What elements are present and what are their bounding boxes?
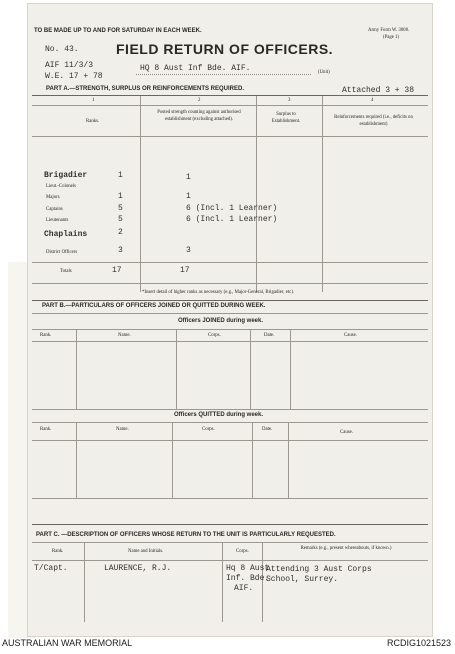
row-rank-lieutenants: Lieutenants bbox=[46, 218, 69, 223]
quitted-divider-3 bbox=[252, 422, 253, 498]
part-b-heading: PART B.—PARTICULARS OF OFFICERS JOINED OR QUITTED DURING WEEK. bbox=[42, 303, 266, 309]
partc-row-remarks-2: School, Surrey. bbox=[266, 575, 339, 584]
row-lieutenants-col1: 5 bbox=[118, 215, 123, 224]
footer-left: AUSTRALIAN WAR MEMORIAL bbox=[2, 638, 133, 648]
row-brigadier-col1: 1 bbox=[118, 171, 123, 180]
col-header-surplus: Surplus to Establishment. bbox=[271, 112, 301, 124]
part-c-heading: PART C. —DESCRIPTION OF OFFICERS WHOSE RETURN TO THE UNIT IS PARTICULARLY REQUESTED. bbox=[36, 532, 336, 538]
field-return-form bbox=[28, 4, 432, 636]
col-number-4: 4 bbox=[371, 98, 374, 103]
part-c-top-rule bbox=[32, 524, 428, 525]
row-rank-chaplains: Chaplains bbox=[44, 230, 88, 239]
partc-row-corps-2: Inf. Bde. bbox=[226, 574, 270, 583]
quitted-col-date: Date. bbox=[262, 427, 273, 432]
joined-col-corps: Corps. bbox=[208, 333, 221, 338]
row-rank-district: District Officers bbox=[46, 250, 78, 255]
partc-col-rank: Rank. bbox=[52, 549, 64, 554]
joined-title: Officers JOINED during week. bbox=[178, 318, 264, 324]
partc-row-corps-3: AIF. bbox=[234, 584, 254, 593]
partc-col-corps: Corps. bbox=[236, 549, 249, 554]
page-label: (Page 1) bbox=[383, 35, 400, 40]
col-header-ranks: Ranks. bbox=[86, 119, 100, 124]
row-chaplains-col1: 2 bbox=[118, 228, 123, 237]
part-b-rule bbox=[32, 313, 428, 314]
joined-divider-1 bbox=[76, 329, 77, 409]
quitted-col-name: Name. bbox=[116, 427, 129, 432]
col-number-2: 2 bbox=[198, 98, 201, 103]
joined-title-rule bbox=[32, 329, 428, 330]
quitted-divider-4 bbox=[288, 422, 289, 498]
quitted-divider-1 bbox=[76, 422, 77, 498]
joined-bottom-rule bbox=[32, 409, 428, 410]
part-a-rule bbox=[32, 95, 428, 96]
joined-col-cause: Cause. bbox=[344, 333, 357, 338]
joined-col-name: Name. bbox=[118, 333, 131, 338]
col-number-1: 1 bbox=[92, 98, 95, 103]
unit-value: HQ 8 Aust Inf Bde. AIF. bbox=[140, 64, 251, 73]
joined-divider-3 bbox=[250, 329, 251, 409]
totals-col1: 17 bbox=[112, 266, 122, 275]
part-b-top-rule bbox=[32, 300, 428, 301]
army-form-label: Army Form W. 3008. bbox=[368, 28, 410, 33]
quitted-divider-2 bbox=[172, 422, 173, 498]
row-district-col1: 3 bbox=[118, 246, 123, 255]
quitted-title-rule bbox=[32, 422, 428, 423]
part-c-rule bbox=[32, 542, 428, 543]
quitted-title: Officers QUITTED during week. bbox=[174, 412, 264, 418]
form-number: No. 43. bbox=[45, 45, 79, 54]
partc-row-name: LAURENCE, R.J. bbox=[104, 564, 172, 573]
totals-bottom-rule bbox=[32, 283, 428, 284]
quitted-bottom-rule bbox=[32, 498, 428, 499]
partc-row-remarks-1: Attending 3 Aust Corps bbox=[266, 565, 372, 574]
row-rank-majors: Majors bbox=[46, 195, 60, 200]
totals-label: Totals bbox=[60, 269, 72, 274]
unit-underline bbox=[136, 74, 311, 75]
row-majors-col1: 1 bbox=[118, 192, 123, 201]
page-title: FIELD RETURN OF OFFICERS. bbox=[116, 41, 334, 57]
unit-label: (Unit) bbox=[318, 70, 330, 75]
quitted-col-rank: Rank. bbox=[40, 427, 52, 432]
col-header-reinforcements: Reinforcements required (i.e., deficits on establishment) bbox=[334, 115, 413, 127]
row-lieutenants-col2: 6 (Incl. 1 Learner) bbox=[186, 215, 278, 224]
quitted-col-corps: Corps. bbox=[202, 427, 215, 432]
part-a-heading: PART A.—STRENGTH, SURPLUS OR REINFORCEMENTS REQUIRED. bbox=[46, 86, 245, 92]
footer-right: RCDIG1021523 bbox=[386, 638, 451, 648]
partc-col-remarks: Remarks (e.g., present whereabouts, if known.) bbox=[300, 546, 392, 551]
part-a-footnote: *Insert detail of higher ranks as necessary (e.g., Major-General, Brigadier, etc). bbox=[142, 290, 295, 295]
joined-divider-2 bbox=[176, 329, 177, 409]
col-header-posted: Posted strength counting against authorised establishment (excluding attached). bbox=[157, 110, 241, 122]
totals-rule bbox=[32, 262, 428, 263]
row-majors-col2: 1 bbox=[186, 192, 191, 201]
partc-row-corps-1: Hq 8 Aust bbox=[226, 564, 270, 573]
row-rank-brigadier: Brigadier bbox=[44, 171, 88, 180]
reference-2: W.E. 17 + 78 bbox=[45, 72, 103, 81]
row-captains-col1: 5 bbox=[118, 204, 123, 213]
partc-col-name: Name and Initials. bbox=[128, 549, 164, 554]
row-district-col2: 3 bbox=[186, 246, 191, 255]
row-rank-ltcol: Lieut.-Colonels bbox=[46, 184, 76, 189]
partc-divider-1 bbox=[84, 542, 85, 622]
quitted-col-rule bbox=[32, 440, 428, 441]
joined-col-date: Date. bbox=[264, 333, 275, 338]
instruction-text: TO BE MADE UP TO AND FOR SATURDAY IN EACH WEEK. bbox=[34, 28, 202, 34]
attached-note: Attached 3 + 38 bbox=[342, 86, 415, 95]
row-brigadier-col2: 1 bbox=[186, 173, 191, 182]
joined-col-rank: Rank. bbox=[40, 333, 52, 338]
quitted-col-cause: Cause. bbox=[340, 430, 353, 435]
col-number-3: 3 bbox=[288, 98, 291, 103]
col-number-rule bbox=[32, 105, 428, 106]
partc-row-rank: T/Capt. bbox=[34, 564, 68, 573]
col-header-rule bbox=[32, 136, 428, 137]
row-rank-captains: Captains bbox=[46, 207, 63, 212]
row-captains-col2: 6 (Incl. 1 Learner) bbox=[186, 204, 278, 213]
partc-col-rule bbox=[32, 560, 428, 561]
joined-divider-4 bbox=[290, 329, 291, 409]
totals-col2: 17 bbox=[180, 266, 190, 275]
reference-1: AIF 11/3/3 bbox=[45, 61, 94, 70]
joined-col-rule bbox=[32, 341, 428, 342]
partc-divider-2 bbox=[222, 542, 223, 622]
